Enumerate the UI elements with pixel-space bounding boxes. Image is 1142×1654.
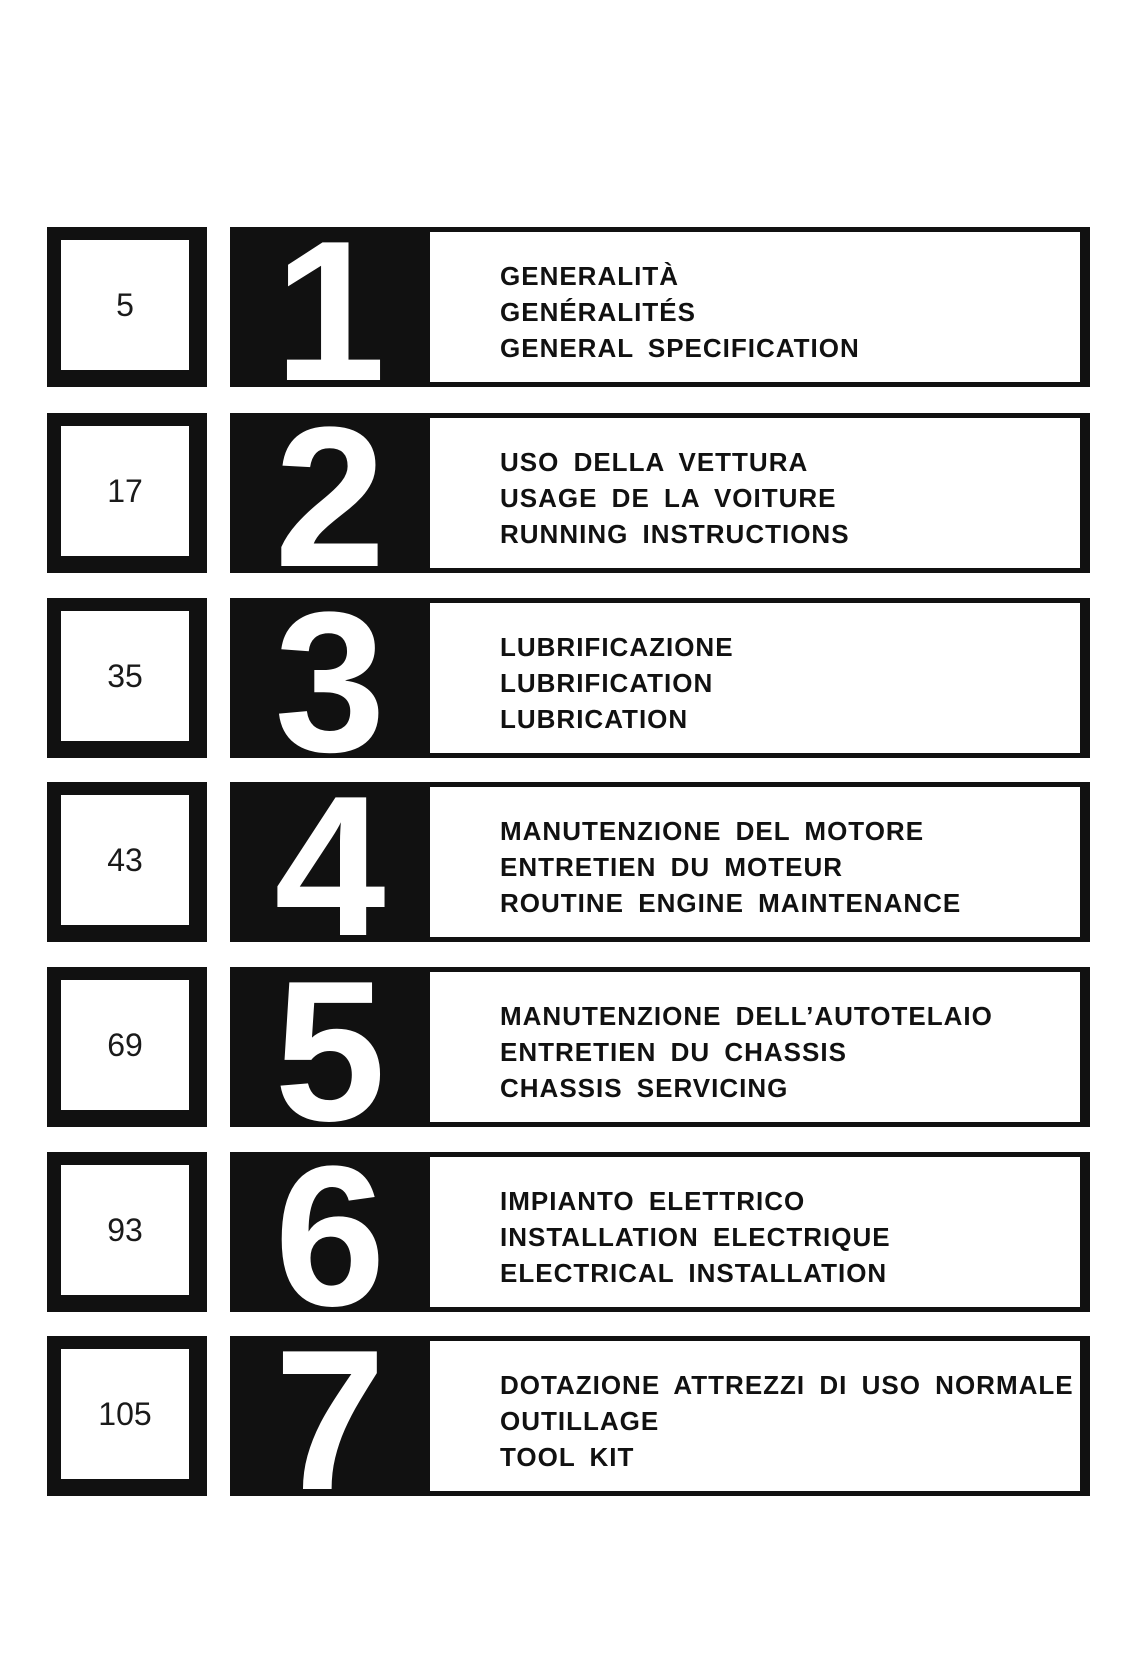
section-title-block bbox=[430, 972, 1080, 1122]
title-english: ROUTINE ENGINE MAINTENANCE bbox=[500, 888, 962, 918]
section-frame bbox=[230, 227, 1090, 387]
section-numeral-1 bbox=[230, 227, 430, 387]
numeral-4-graphic bbox=[230, 782, 430, 942]
title-english: TOOL KIT bbox=[500, 1442, 635, 1472]
page-number-box bbox=[47, 227, 207, 387]
section-numeral-6 bbox=[230, 1152, 430, 1312]
page-number: 105 bbox=[61, 1349, 189, 1479]
toc-row-1 bbox=[0, 227, 1142, 387]
page-number: 69 bbox=[61, 980, 189, 1110]
page-number-box bbox=[47, 598, 207, 758]
title-italian: MANUTENZIONE DELL’AUTOTELAIO bbox=[500, 1001, 993, 1031]
title-english: ELECTRICAL INSTALLATION bbox=[500, 1258, 888, 1288]
toc-row-5 bbox=[0, 967, 1142, 1127]
page-number-box bbox=[47, 782, 207, 942]
page-number-box bbox=[47, 967, 207, 1127]
numeral-glyph: 3 bbox=[274, 598, 386, 758]
toc-row-7 bbox=[0, 1336, 1142, 1496]
title-french: INSTALLATION ELECTRIQUE bbox=[500, 1222, 891, 1252]
section-title-block bbox=[430, 1157, 1080, 1307]
page-number: 5 bbox=[61, 240, 189, 370]
title-italian: DOTAZIONE ATTREZZI DI USO NORMALE bbox=[500, 1370, 1074, 1400]
section-title-block bbox=[430, 418, 1080, 568]
title-italian: MANUTENZIONE DEL MOTORE bbox=[500, 816, 925, 846]
section-frame bbox=[230, 967, 1090, 1127]
page-number-box bbox=[47, 1152, 207, 1312]
section-frame bbox=[230, 1152, 1090, 1312]
section-title-block bbox=[430, 232, 1080, 382]
title-french: USAGE DE LA VOITURE bbox=[500, 483, 837, 513]
title-english: LUBRICATION bbox=[500, 704, 689, 734]
section-numeral-5 bbox=[230, 967, 430, 1127]
page-number: 17 bbox=[61, 426, 189, 556]
numeral-glyph: 7 bbox=[274, 1336, 386, 1496]
title-french: OUTILLAGE bbox=[500, 1406, 660, 1436]
section-numeral-7 bbox=[230, 1336, 430, 1496]
title-english: GENERAL SPECIFICATION bbox=[500, 333, 860, 363]
section-numeral-3 bbox=[230, 598, 430, 758]
numeral-7-graphic bbox=[230, 1336, 430, 1496]
numeral-glyph: 5 bbox=[274, 967, 386, 1127]
section-title-block bbox=[430, 1341, 1080, 1491]
section-title-block bbox=[430, 787, 1080, 937]
numeral-1-graphic bbox=[230, 227, 430, 387]
title-french: GENÉRALITÉS bbox=[500, 297, 696, 327]
title-italian: IMPIANTO ELETTRICO bbox=[500, 1186, 806, 1216]
toc-row-3 bbox=[0, 598, 1142, 758]
numeral-6-graphic bbox=[230, 1152, 430, 1312]
numeral-2-graphic bbox=[230, 413, 430, 573]
numeral-5-graphic bbox=[230, 967, 430, 1127]
title-french: ENTRETIEN DU CHASSIS bbox=[500, 1037, 847, 1067]
page-number: 35 bbox=[61, 611, 189, 741]
toc-row-6 bbox=[0, 1152, 1142, 1312]
section-frame bbox=[230, 413, 1090, 573]
title-french: LUBRIFICATION bbox=[500, 668, 714, 698]
section-numeral-4 bbox=[230, 782, 430, 942]
title-english: CHASSIS SERVICING bbox=[500, 1073, 789, 1103]
section-numeral-2 bbox=[230, 413, 430, 573]
numeral-3-graphic bbox=[230, 598, 430, 758]
title-italian: LUBRIFICAZIONE bbox=[500, 632, 734, 662]
page-number-box bbox=[47, 1336, 207, 1496]
title-italian: GENERALITÀ bbox=[500, 261, 679, 291]
numeral-glyph: 6 bbox=[274, 1152, 386, 1312]
section-title-block bbox=[430, 603, 1080, 753]
page-number-box bbox=[47, 413, 207, 573]
section-frame bbox=[230, 782, 1090, 942]
numeral-glyph: 4 bbox=[274, 782, 386, 942]
toc-row-4 bbox=[0, 782, 1142, 942]
title-english: RUNNING INSTRUCTIONS bbox=[500, 519, 850, 549]
section-frame bbox=[230, 1336, 1090, 1496]
title-french: ENTRETIEN DU MOTEUR bbox=[500, 852, 843, 882]
numeral-glyph: 2 bbox=[274, 413, 386, 573]
title-italian: USO DELLA VETTURA bbox=[500, 447, 809, 477]
toc-row-2 bbox=[0, 413, 1142, 573]
numeral-glyph: 1 bbox=[274, 227, 386, 387]
page-number: 43 bbox=[61, 795, 189, 925]
page-number: 93 bbox=[61, 1165, 189, 1295]
section-frame bbox=[230, 598, 1090, 758]
